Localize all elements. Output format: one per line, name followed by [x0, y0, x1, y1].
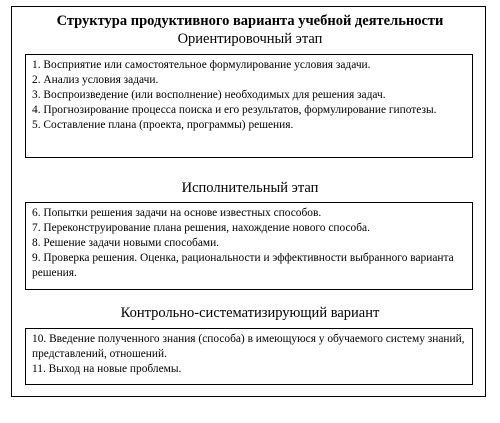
list-item: 11. Выход на новые проблемы.	[32, 363, 182, 375]
list-item: 5. Составление плана (проекта, программы) решения.	[32, 119, 294, 131]
list-item: 1. Восприятие или самостоятельное формулирование условия задачи.	[32, 59, 371, 71]
stage-title-orientation: Ориентировочный этап	[177, 31, 323, 47]
list-item: 4. Прогнозирование процесса поиска и его результатов, формулирование гипотезы.	[32, 104, 437, 116]
list-item: 10. Введение полученного знания (способа) в имеющуюся у обучаемого систему знаний, представлений, отношений.	[32, 333, 465, 360]
stage-title-control: Контрольно-систематизирующий вариант	[120, 305, 380, 321]
stage-box-orientation	[25, 54, 473, 158]
stage-title-execution: Исполнительный этап	[181, 180, 319, 196]
list-item: 9. Проверка решения. Оценка, рациональности и эффективности выбранного варианта решения.	[32, 252, 454, 279]
list-item: 6. Попытки решения задачи на основе известных способов.	[32, 207, 322, 219]
diagram-title: Структура продуктивного варианта учебной деятельности	[56, 13, 444, 29]
stage-box-control	[25, 328, 473, 385]
list-item: 2. Анализ условия задачи.	[32, 74, 159, 86]
list-item: 7. Переконструирование плана решения, нахождение нового способа.	[32, 222, 370, 234]
stage-box-execution	[25, 202, 473, 290]
list-item: 8. Решение задачи новыми способами.	[32, 237, 220, 249]
list-item: 3. Воспроизведение (или восполнение) необходимых для решения задач.	[32, 89, 386, 101]
